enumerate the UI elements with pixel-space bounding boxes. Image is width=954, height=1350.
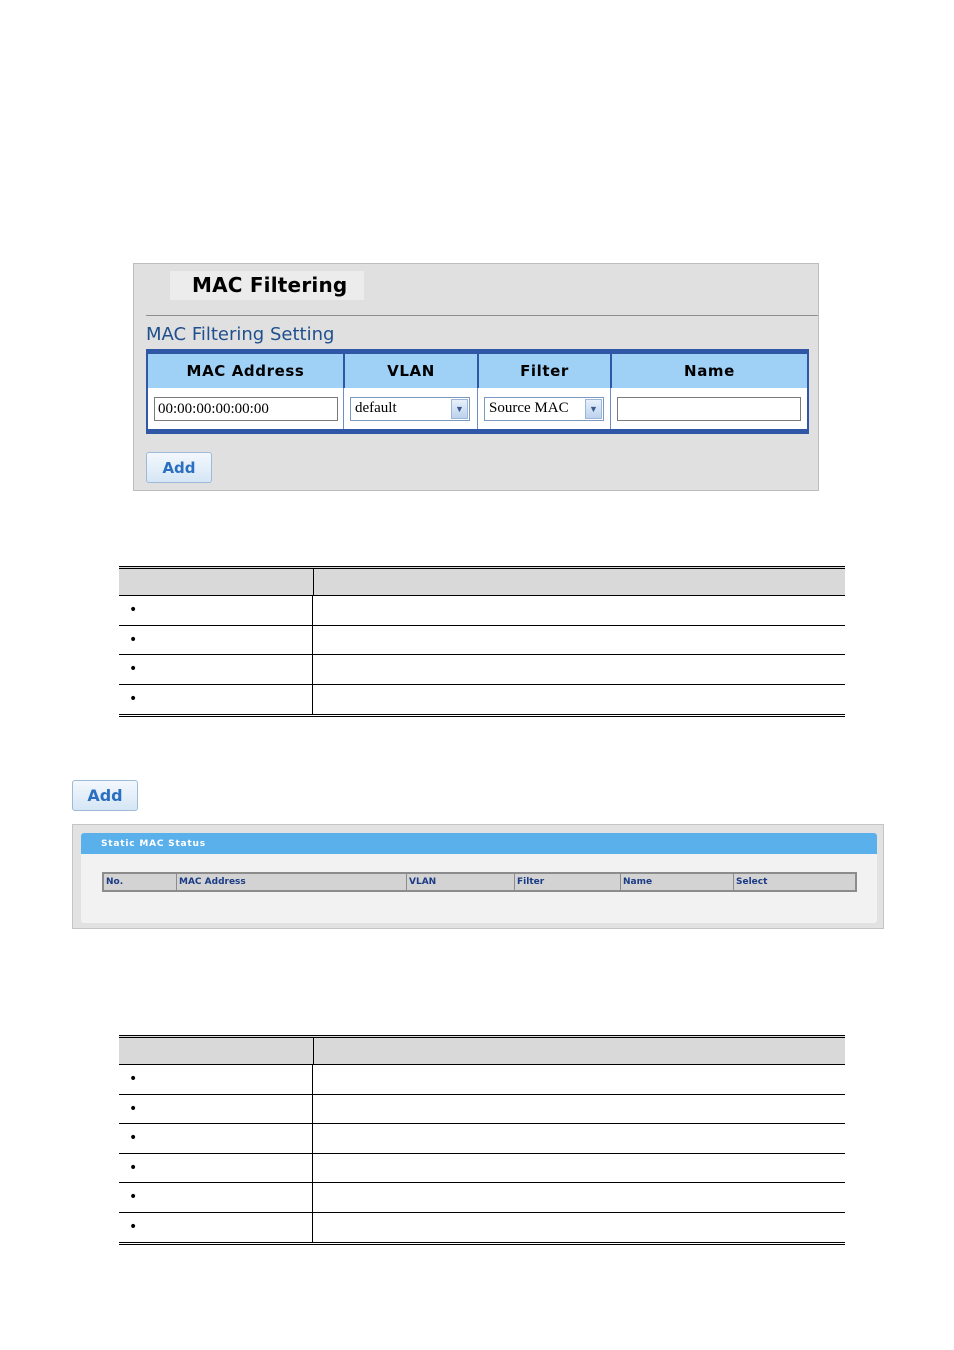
section-title: MAC Filtering Setting xyxy=(146,324,335,345)
filter-selected-value: Source MAC xyxy=(489,400,569,416)
bullet: • xyxy=(119,626,313,655)
column-header-no: No. xyxy=(104,874,177,890)
description-table-header xyxy=(119,566,845,596)
table-row xyxy=(119,1154,845,1184)
column-header-name: Name xyxy=(610,354,809,388)
filter-select[interactable] xyxy=(484,397,604,421)
bullet: • xyxy=(119,1124,313,1153)
table-row xyxy=(119,1124,845,1154)
table-row xyxy=(119,1183,845,1213)
static-mac-status-panel xyxy=(72,824,884,929)
bullet: • xyxy=(119,1213,313,1242)
static-mac-status-title: Static MAC Status xyxy=(81,833,877,854)
bullet: • xyxy=(119,655,313,684)
column-header-filter: Filter xyxy=(515,874,621,890)
description-table-2 xyxy=(119,1035,845,1245)
column-header-name: Name xyxy=(621,874,734,890)
vlan-selected-value: default xyxy=(355,400,397,416)
chevron-down-icon[interactable]: ▼ xyxy=(585,399,602,419)
chevron-down-icon[interactable]: ▼ xyxy=(451,399,468,419)
column-header-filter: Filter xyxy=(477,354,610,388)
column-header-mac-address: MAC Address xyxy=(177,874,407,890)
column-header-select: Select xyxy=(736,877,768,887)
column-header-mac-address: MAC Address xyxy=(146,354,343,388)
bullet: • xyxy=(119,1065,313,1094)
title-divider xyxy=(146,315,818,316)
bullet: • xyxy=(119,1154,313,1183)
table-row xyxy=(119,1065,845,1095)
bullet: • xyxy=(119,596,313,625)
static-mac-status-inner xyxy=(81,833,877,923)
setting-table-header xyxy=(146,354,809,388)
table-row xyxy=(119,685,845,717)
name-input[interactable] xyxy=(617,397,801,421)
table-row xyxy=(119,1213,845,1245)
add-button-standalone[interactable]: Add xyxy=(72,780,138,811)
name-cell xyxy=(610,388,809,429)
page-title: MAC Filtering xyxy=(192,273,348,297)
filter-cell xyxy=(477,388,610,429)
table-row xyxy=(119,1095,845,1125)
static-mac-status-table xyxy=(102,872,857,892)
description-table-1 xyxy=(119,566,845,717)
bullet: • xyxy=(119,1183,313,1212)
bullet: • xyxy=(119,1095,313,1124)
setting-table-row xyxy=(146,388,809,429)
bullet: • xyxy=(119,685,313,714)
mac-address-input[interactable]: 00:00:00:00:00:00 xyxy=(154,397,338,421)
table-row xyxy=(119,626,845,656)
table-row xyxy=(119,655,845,685)
mac-address-cell xyxy=(146,388,343,429)
mac-filtering-setting-table xyxy=(146,349,809,434)
column-header-vlan: VLAN xyxy=(343,354,477,388)
vlan-cell xyxy=(343,388,477,429)
table-row xyxy=(119,596,845,626)
add-button[interactable]: Add xyxy=(146,452,212,483)
mac-filtering-panel xyxy=(133,263,819,491)
vlan-select[interactable] xyxy=(350,397,470,421)
column-header-vlan: VLAN xyxy=(407,874,515,890)
description-table-header xyxy=(119,1035,845,1065)
